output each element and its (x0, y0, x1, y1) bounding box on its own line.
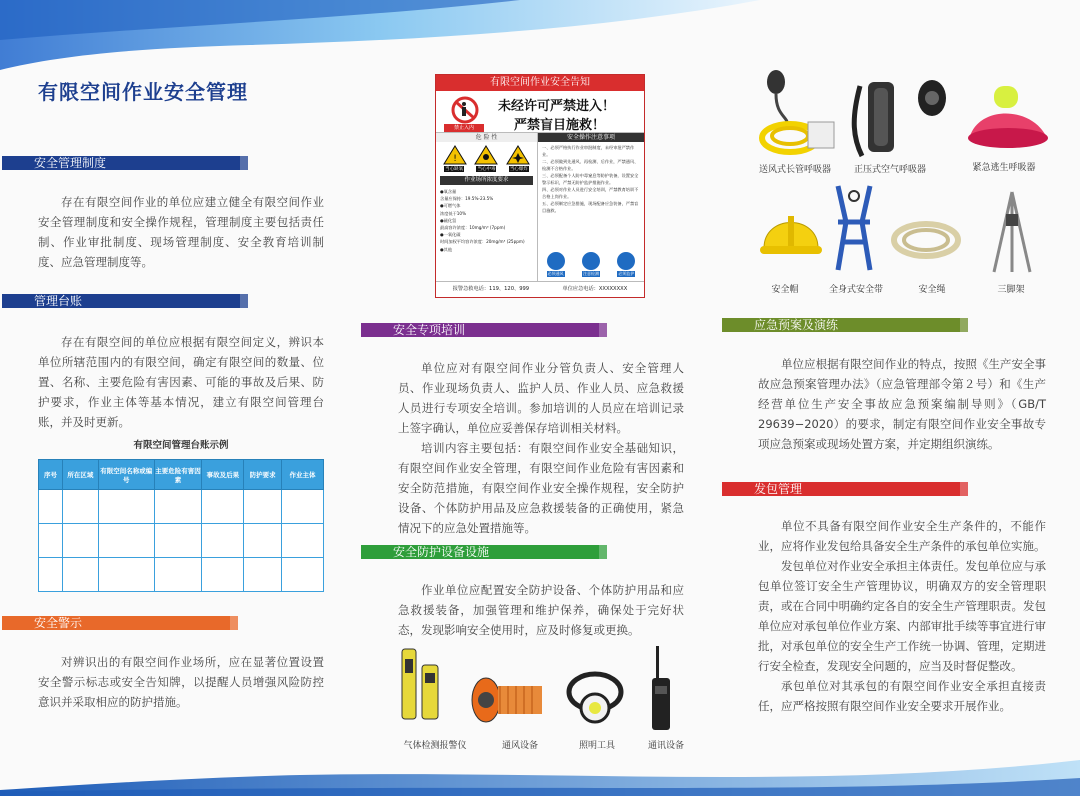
ledger-caption: 有限空间管理台账示例 (133, 440, 229, 451)
col-header: 序号 (39, 460, 63, 490)
ventilation-fan-icon (470, 670, 550, 730)
concentration-list: ●氧含量 含量应保持：19.5%-23.5% ●可燃气体 浓度低于10% ●硫化氢 最高容许浓度：10mg/m³ (7ppm) ●一氧化碳 时间加权平均容许浓度：20mg/m³ (25ppm) ●其他 (440, 189, 525, 252)
col-header: 事故及后果 (202, 460, 244, 490)
heading-safety-system: 安全管理制度 (2, 156, 248, 170)
detect-icon (582, 252, 600, 270)
warning-triangle-icon (443, 145, 467, 165)
equip-caption: 安全帽 (771, 285, 799, 295)
scba-icon (848, 76, 952, 160)
warning-text: 对辨识出的有限空间作业场所，应在显著位置设置安全警示标志或安全告知牌，以提醒人员增强风险防控意识并采取相应的防护措施。 (38, 655, 324, 709)
equip-caption: 紧急逃生呼吸器 (972, 163, 1036, 173)
hardhat-icon (758, 204, 824, 264)
equip-caption: 通讯设备 (647, 741, 684, 751)
equip-caption: 三脚架 (997, 285, 1025, 295)
equip-caption: 正压式空气呼吸器 (853, 165, 926, 175)
heading-training: 安全专项培训 (361, 323, 607, 337)
safety-system-text: 存在有限空间作业的单位应建立健全有限空间作业安全管理制度和安全操作规程，管理制度主要包括责任制、作业审批制度、现场管理制度、安全教育培训制度、应急管理制度等。 (38, 195, 324, 269)
emergency-phone: 报警急救电话：119、120、999 (452, 286, 530, 292)
heading-emergency-plan: 应急预案及演练 (722, 318, 968, 332)
no-entry-icon (448, 95, 482, 125)
heading-warning: 安全警示 (2, 616, 238, 630)
equip-caption: 全身式安全带 (828, 285, 883, 295)
equip-caption: 通风设备 (501, 741, 538, 751)
hazard-label: 当心爆炸 (509, 167, 528, 172)
notice-sign: 禁止入内 (444, 124, 484, 132)
training-text: 单位应对有限空间作业分管负责人、安全管理人员、作业现场负责人、监护人员、作业人员、应急救援人员进行专项安全培训。参加培训的人员应在培训记录上签字确认，单位应妥善保存培训相关材料。 培训内容主要包括：有限空间作业安全基础知识，有限空间作业安全管理，有限空间作业危险有害因素和安全防范措施，有限空间作业安全操作规程，安全防护设备、个体防护用品及应急救援装备的正确使用，紧急情况下的应急处置措施等。 (398, 361, 684, 535)
ledger-text: 存在有限空间的单位应根据有限空间定义，辨识本单位所辖范围内的有限空间，确定有限空间的数量、位置、名称、主要危险有害因素、可能的事故及后果、防护要求，作业主体等基本情况，建立有限空间管理台账，并及时更新。 (38, 335, 324, 429)
concentration-heading: 作业场所浓度要求 (440, 176, 533, 185)
heading-ledger: 管理台账 (2, 294, 248, 308)
danger-heading: 危 险 性 (436, 133, 537, 142)
heading-subcontract: 发包管理 (722, 482, 968, 496)
col-header: 防护要求 (244, 460, 282, 490)
notice-line2: 严禁盲目施救！ (514, 118, 606, 133)
radio-icon (650, 646, 672, 732)
protective-equipment-text: 作业单位应配置安全防护设备、个体防护用品和应急救援装备，加强管理和维护保养，确保处于完好状态，发现影响安全使用时，应及时修复或更换。 (398, 583, 684, 637)
tripod-icon (988, 188, 1036, 274)
col-header: 作业主体 (282, 460, 324, 490)
table-row (39, 524, 324, 558)
ledger-table (38, 459, 324, 592)
safety-rope-icon (890, 214, 964, 266)
escape-respirator-icon (960, 76, 1056, 160)
heading-protective-equipment: 安全防护设备设施 (361, 545, 607, 559)
notice-title: 有限空间作业安全告知 (436, 75, 644, 91)
unit-phone: 单位应急电话：XXXXXXXX (562, 286, 628, 292)
hazard-label: 当心缺氧 (445, 167, 464, 172)
col-header: 主要危险有害因素 (154, 460, 202, 490)
table-row (39, 490, 324, 524)
col-header: 所在区域 (62, 460, 98, 490)
toxic-triangle-icon (474, 145, 498, 165)
subcontract-text: 单位不具备有限空间作业安全生产条件的，不能作业，应将作业发包给具备安全生产条件的承包单位实施。 发包单位对作业安全承担主体责任。发包单位应与承包单位签订安全生产管理协议，明确双方的安全管理职责，或在合同中明确约定各自的安全生产管理职责。发包单位应对承包单位作业方案、内部审批手续等事宜进行审批，对承包单位的安全生产工作统一协调、管理，定期进行安全检查，发现安全问题的，应当及时督促整改。 承包单位对其承包的有限空间作业安全承担直接责任，应严格按照有限空间作业安全要求开展作业。 (758, 519, 1046, 713)
col-header: 有限空间名称或编号 (98, 460, 154, 490)
equip-caption: 送风式长管呼吸器 (758, 165, 831, 175)
ops-heading: 安全操作注意事项 (538, 133, 644, 142)
emergency-plan-text: 单位应根据有限空间作业的特点，按照《生产安全事故应急预案管理办法》（应急管理部令第２号）和《生产经营单位生产安全事故应急预案编制导则》（GB/T 29639−2020）的要求，制定有限空间作业安全事故专项应急预案或现场处置方案，并定期组织演练。 (758, 357, 1046, 451)
table-row (39, 558, 324, 592)
ops-list: 一、必须严格执行作业审批制度，未经审批严禁作业。 二、必须做到先通风、再检测、后作业，严禁通风、检测不合格作业。 三、必须配备个人防中毒窒息等防护装备，设置安全警示标识，严禁无防护监护措施作业。 四、必须对作业人员进行安全培训，严禁教育培训不合格上岗作业。 五、必须制定应急措施，现场配备应急装备，严禁盲目施救。 (542, 145, 639, 213)
explosion-triangle-icon (506, 145, 530, 165)
gas-detector-icon (398, 645, 442, 733)
equip-caption: 气体检测报警仪 (403, 741, 467, 751)
page-title: 有限空间作业安全管理 (38, 80, 248, 104)
hazard-label: 当心中毒 (477, 167, 496, 172)
airline-respirator-icon (758, 66, 836, 160)
equip-caption: 照明工具 (578, 741, 615, 751)
notice-line1: 未经许可严禁进入！ (498, 99, 616, 114)
headlamp-icon (565, 668, 625, 732)
monitor-icon (617, 252, 635, 270)
harness-icon (828, 182, 880, 274)
ventilate-icon (547, 252, 565, 270)
svg-text:!: ! (453, 154, 457, 164)
safety-notice-board: 有限空间作业安全告知 禁止入内 未经许可严禁进入！ 严禁盲目施救！ 危 险 性 ! 当心缺氧 当心中毒 当心爆炸 作业场所浓度要求 ●氧含量 含量应保持：19.5%-23.5% ●可燃气体 浓度低于10% ●硫化氢 最高容许浓度：10mg/m³ (7ppm) ●一氧化碳 时间加权平均容许浓度：20mg/m³ (25ppm) ●其他 安全操作注意事项 一、必须严格执行作业审批制度，未经审批严禁作业。 二、必须做到先通风、再检测、后作业，严禁通风、检测不合格作业。 三、必须配备个人防中毒窒息等防护装备，设置安全警示标识，严禁无防护监护措施作业。 四、必须对作业人员进行安全培训，严禁教育培训不合格上岗作业。 五、必须制定应急措施，现场配备应急装备，严禁盲目施救。 必须通风 注意检测 必须监护 报警急救电话：119、120、999 单位应急电话：XXXXXXXX (435, 74, 645, 298)
equip-caption: 安全绳 (918, 285, 946, 295)
